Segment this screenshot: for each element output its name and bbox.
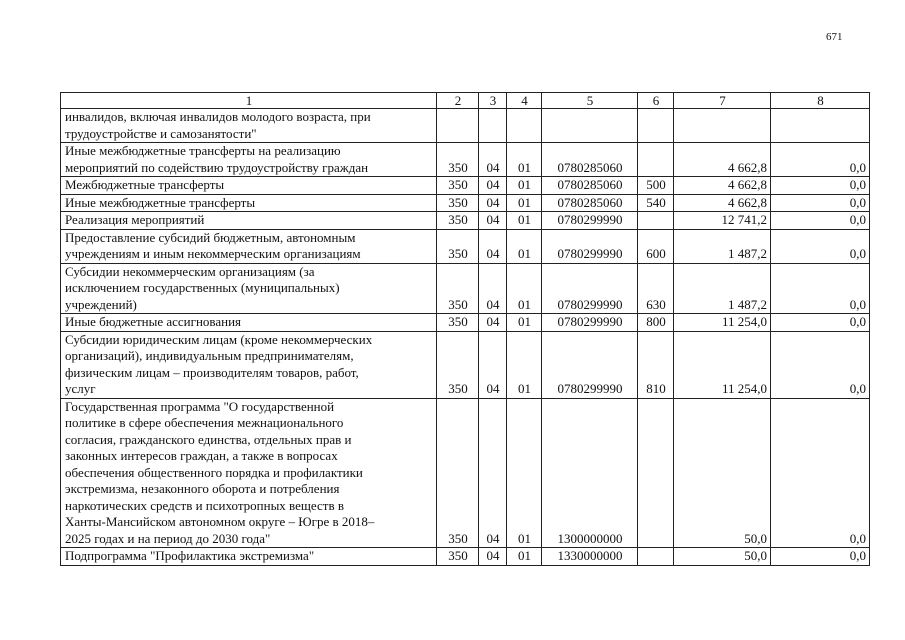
cell-section: 04 <box>479 143 507 177</box>
cell-amount: 4 662,8 <box>674 143 771 177</box>
cell-description <box>61 177 437 195</box>
cell-amount-other: 0,0 <box>771 398 870 548</box>
cell-description <box>61 548 437 566</box>
table-row <box>61 212 870 230</box>
cell-expense-type <box>638 398 674 548</box>
budget-table <box>60 92 870 566</box>
cell-subsection: 01 <box>507 314 542 332</box>
cell-expense-type: 540 <box>638 194 674 212</box>
cell-subsection: 01 <box>507 143 542 177</box>
cell-admin-code: 350 <box>437 143 479 177</box>
cell-expense-type: 810 <box>638 331 674 398</box>
cell-target-article <box>542 109 638 143</box>
cell-target-article: 0780299990 <box>542 314 638 332</box>
cell-admin-code: 350 <box>437 548 479 566</box>
description-line: инвалидов, включая инвалидов молодого возраста, при <box>65 109 371 124</box>
cell-admin-code: 350 <box>437 212 479 230</box>
cell-admin-code: 350 <box>437 398 479 548</box>
cell-description <box>61 331 437 398</box>
cell-target-article: 0780299990 <box>542 229 638 263</box>
description-line: наркотических средств и психотропных веществ в <box>65 497 344 513</box>
cell-subsection: 01 <box>507 548 542 566</box>
description-line: Иные бюджетные ассигнования <box>65 314 242 329</box>
header-cell-1: 1 <box>61 93 437 109</box>
cell-admin-code: 350 <box>437 314 479 332</box>
cell-admin-code: 350 <box>437 177 479 195</box>
description-line: Иные межбюджетные трансферты <box>65 194 256 210</box>
cell-description <box>61 229 437 263</box>
cell-description <box>61 263 437 314</box>
cell-subsection: 01 <box>507 194 542 212</box>
cell-expense-type: 800 <box>638 314 674 332</box>
description-line: Подпрограмма "Профилактика экстремизма" <box>65 548 315 563</box>
cell-target-article: 1330000000 <box>542 548 638 566</box>
header-cell-2: 2 <box>437 93 479 109</box>
cell-amount: 4 662,8 <box>674 177 771 195</box>
description-line: Предоставление субсидий бюджетным, автономным <box>65 229 356 245</box>
cell-amount-other: 0,0 <box>771 548 870 566</box>
cell-section <box>479 109 507 143</box>
description-line: обеспечения общественного порядка и профилактики <box>65 464 363 480</box>
cell-expense-type <box>638 143 674 177</box>
cell-section: 04 <box>479 212 507 230</box>
cell-subsection: 01 <box>507 212 542 230</box>
description-line: Реализация мероприятий <box>65 212 205 227</box>
cell-section: 04 <box>479 398 507 548</box>
header-cell-3: 3 <box>479 93 507 109</box>
cell-amount: 1 487,2 <box>674 229 771 263</box>
cell-description <box>61 212 437 230</box>
cell-amount: 50,0 <box>674 398 771 548</box>
header-cell-5: 5 <box>542 93 638 109</box>
description-line: 2025 годах и на период до 2030 года" <box>65 530 271 546</box>
description-line: законных интересов граждан, а также в вопросах <box>65 448 338 463</box>
cell-amount: 4 662,8 <box>674 194 771 212</box>
cell-amount-other: 0,0 <box>771 331 870 398</box>
cell-amount-other: 0,0 <box>771 143 870 177</box>
description-line: Государственная программа "О государственной <box>65 398 335 414</box>
table-row <box>61 548 870 566</box>
header-cell-6: 6 <box>638 93 674 109</box>
description-line: мероприятий по содействию трудоустройству граждан <box>65 159 369 175</box>
cell-target-article: 0780285060 <box>542 194 638 212</box>
cell-subsection: 01 <box>507 229 542 263</box>
cell-amount: 11 254,0 <box>674 331 771 398</box>
cell-admin-code: 350 <box>437 229 479 263</box>
cell-admin-code: 350 <box>437 263 479 314</box>
cell-target-article: 1300000000 <box>542 398 638 548</box>
cell-expense-type: 600 <box>638 229 674 263</box>
description-line: Ханты-Мансийском автономном округе – Югре в 2018– <box>65 514 375 529</box>
cell-section: 04 <box>479 263 507 314</box>
cell-subsection: 01 <box>507 398 542 548</box>
cell-amount-other: 0,0 <box>771 314 870 332</box>
cell-subsection: 01 <box>507 263 542 314</box>
table-row <box>61 229 870 263</box>
description-line: организаций), индивидуальным предпринимателям, <box>65 348 354 363</box>
cell-description <box>61 109 437 143</box>
cell-subsection: 01 <box>507 177 542 195</box>
table-row <box>61 109 870 143</box>
cell-description <box>61 194 437 212</box>
cell-expense-type: 500 <box>638 177 674 195</box>
cell-expense-type <box>638 212 674 230</box>
cell-target-article: 0780299990 <box>542 212 638 230</box>
cell-admin-code <box>437 109 479 143</box>
table-row <box>61 398 870 548</box>
description-line: учреждений) <box>65 296 137 312</box>
cell-amount-other: 0,0 <box>771 263 870 314</box>
cell-amount: 1 487,2 <box>674 263 771 314</box>
description-line: физическим лицам – производителям товаров, работ, <box>65 364 359 380</box>
cell-target-article: 0780285060 <box>542 177 638 195</box>
description-line: политике в сфере обеспечения межнационального <box>65 415 344 430</box>
cell-amount-other: 0,0 <box>771 177 870 195</box>
cell-description <box>61 398 437 548</box>
cell-amount: 12 741,2 <box>674 212 771 230</box>
description-line: Иные межбюджетные трансферты на реализацию <box>65 143 341 158</box>
cell-target-article: 0780285060 <box>542 143 638 177</box>
table-row <box>61 194 870 212</box>
description-line: трудоустройстве и самозанятости" <box>65 125 257 141</box>
description-line: экстремизма, незаконного оборота и потребления <box>65 481 340 496</box>
cell-section: 04 <box>479 314 507 332</box>
cell-section: 04 <box>479 229 507 263</box>
cell-subsection <box>507 109 542 143</box>
cell-section: 04 <box>479 194 507 212</box>
page-number: 671 <box>826 31 843 43</box>
cell-amount-other: 0,0 <box>771 229 870 263</box>
header-cell-8: 8 <box>771 93 870 109</box>
cell-description <box>61 314 437 332</box>
description-line: Субсидии некоммерческим организациям (за <box>65 263 315 279</box>
table-row <box>61 314 870 332</box>
description-line: Субсидии юридическим лицам (кроме некоммерческих <box>65 331 373 347</box>
cell-amount-other: 0,0 <box>771 194 870 212</box>
cell-amount: 50,0 <box>674 548 771 566</box>
header-row <box>61 93 870 109</box>
header-cell-7: 7 <box>674 93 771 109</box>
cell-amount <box>674 109 771 143</box>
cell-expense-type <box>638 548 674 566</box>
cell-section: 04 <box>479 548 507 566</box>
table-row <box>61 331 870 398</box>
cell-amount-other: 0,0 <box>771 212 870 230</box>
cell-target-article: 0780299990 <box>542 263 638 314</box>
table-row <box>61 177 870 195</box>
cell-description <box>61 143 437 177</box>
cell-section: 04 <box>479 331 507 398</box>
table-row <box>61 143 870 177</box>
header-cell-4: 4 <box>507 93 542 109</box>
description-line: исключением государственных (муниципальных) <box>65 280 340 295</box>
cell-subsection: 01 <box>507 331 542 398</box>
description-line: согласия, гражданского единства, отдельных прав и <box>65 431 352 447</box>
cell-expense-type <box>638 109 674 143</box>
cell-target-article: 0780299990 <box>542 331 638 398</box>
cell-expense-type: 630 <box>638 263 674 314</box>
cell-section: 04 <box>479 177 507 195</box>
description-line: услуг <box>65 381 96 396</box>
cell-amount: 11 254,0 <box>674 314 771 332</box>
cell-amount-other <box>771 109 870 143</box>
description-line: учреждениям и иным некоммерческим организациям <box>65 246 361 261</box>
description-line: Межбюджетные трансферты <box>65 177 225 192</box>
table-row <box>61 263 870 314</box>
cell-admin-code: 350 <box>437 194 479 212</box>
cell-admin-code: 350 <box>437 331 479 398</box>
